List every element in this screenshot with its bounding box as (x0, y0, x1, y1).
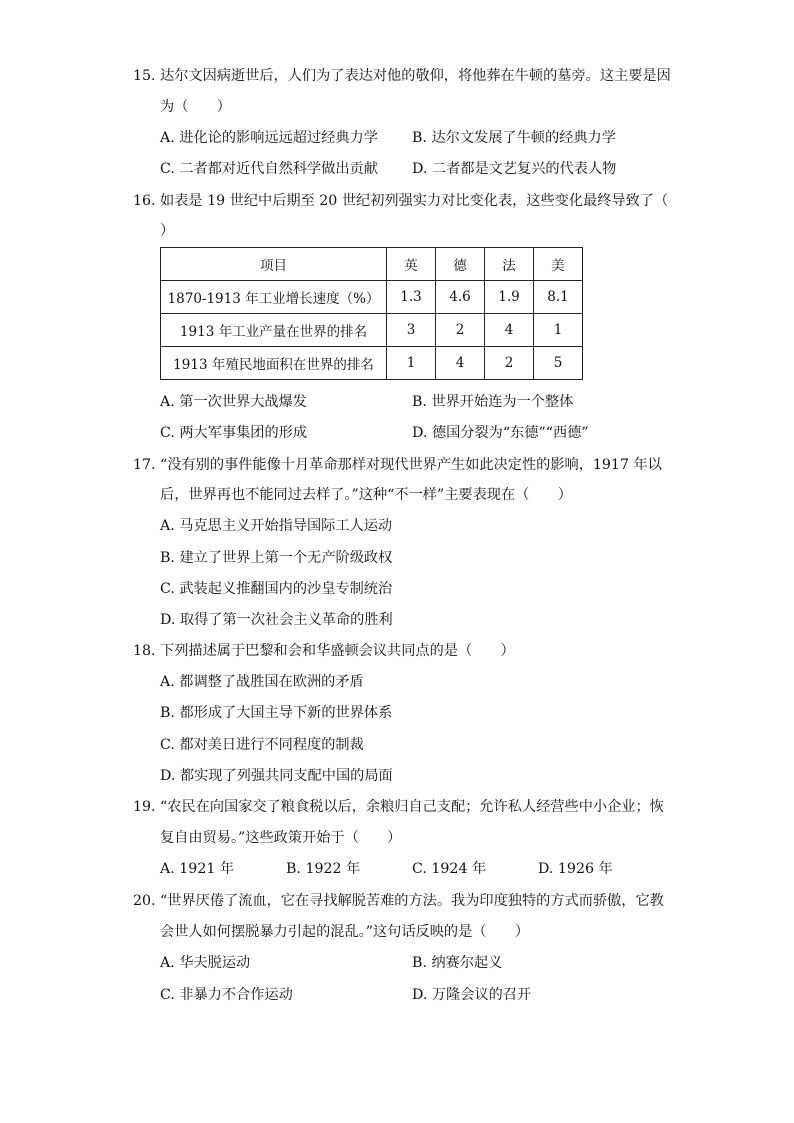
table-header-row (161, 248, 583, 281)
option-a[interactable]: A. 都调整了战胜国在欧洲的矛盾 (160, 674, 364, 690)
table-cell: 1870-1913 年工业增长速度（%） (161, 281, 387, 314)
question-number: 20. (133, 893, 156, 909)
table-cell: 1 (534, 314, 583, 347)
question-stem-line: 如表是 19 世纪中后期至 20 世纪初列强实力对比变化表，这些变化最终导致了（ (160, 193, 669, 209)
table-cell: 8.1 (534, 281, 583, 314)
strength-comparison-table (160, 247, 583, 380)
table-header-cell: 项目 (161, 248, 387, 281)
option-b[interactable]: B. 1922 年 (286, 861, 361, 877)
question-number: 15. (133, 68, 156, 84)
table-cell: 5 (534, 347, 583, 380)
table-cell: 4 (485, 314, 534, 347)
table-row (161, 347, 583, 380)
option-b[interactable]: B. 达尔文发展了牛顿的经典力学 (412, 130, 616, 146)
option-a[interactable]: A. 进化论的影响远远超过经典力学 (160, 130, 378, 146)
question-stem-line: ） (160, 223, 175, 239)
table-header-cell: 法 (485, 248, 534, 281)
option-c[interactable]: C. 都对美日进行不同程度的制裁 (160, 737, 364, 753)
option-d[interactable]: D. 德国分裂为“东德”“西德” (412, 425, 589, 441)
table-cell: 1913 年工业产量在世界的排名 (161, 314, 387, 347)
question-stem-line: 会世人如何摆脱暴力引起的混乱。”这句话反映的是（ ） (160, 924, 530, 940)
question-stem-line: 达尔文因病逝世后，人们为了表达对他的敬仰，将他葬在牛顿的墓旁。这主要是因 (160, 68, 671, 84)
option-c[interactable]: C. 1924 年 (412, 861, 487, 877)
question-number: 19. (133, 799, 156, 815)
question-stem-line: 复自由贸易。”这些政策开始于（ ） (160, 830, 402, 846)
option-d[interactable]: D. 都实现了列强共同支配中国的局面 (160, 768, 393, 784)
table-cell: 4 (436, 347, 485, 380)
table-header-cell: 美 (534, 248, 583, 281)
option-d[interactable]: D. 二者都是文艺复兴的代表人物 (412, 161, 617, 177)
option-b[interactable]: B. 都形成了大国主导下新的世界体系 (160, 705, 393, 721)
table-cell: 3 (387, 314, 436, 347)
question-number: 18. (133, 643, 156, 659)
option-d[interactable]: D. 取得了第一次社会主义革命的胜利 (160, 612, 393, 628)
option-c[interactable]: C. 二者都对近代自然科学做出贡献 (160, 161, 378, 177)
question-stem-line: 后，世界再也不能同过去样了。”这种“不一样”主要表现在（ ） (160, 487, 572, 503)
table-cell: 2 (485, 347, 534, 380)
option-c[interactable]: C. 非暴力不合作运动 (160, 987, 293, 1003)
option-d[interactable]: D. 万隆会议的召开 (412, 987, 532, 1003)
table-cell: 4.6 (436, 281, 485, 314)
option-b[interactable]: B. 纳赛尔起义 (412, 955, 503, 971)
option-b[interactable]: B. 世界开始连为一个整体 (412, 394, 574, 410)
table-header-cell: 英 (387, 248, 436, 281)
table-cell: 2 (436, 314, 485, 347)
question-stem-line: “世界厌倦了流血，它在寻找解脱苦难的方法。我为印度独特的方式而骄傲，它教 (160, 893, 664, 909)
table-cell: 1913 年殖民地面积在世界的排名 (161, 347, 387, 380)
table-cell: 1.3 (387, 281, 436, 314)
question-stem-line: “农民在向国家交了粮食税以后，余粮归自己支配；允许私人经营些中小企业；恢 (160, 799, 664, 815)
option-c[interactable]: C. 两大军事集团的形成 (160, 425, 308, 441)
option-a[interactable]: A. 华夫脱运动 (160, 955, 251, 971)
question-stem-line: “没有别的事件能像十月革命那样对现代世界产生如此决定性的影响，1917 年以 (160, 457, 662, 473)
question-stem-line: 为（ ） (160, 99, 231, 115)
question-number: 17. (133, 457, 156, 473)
table-header-cell: 德 (436, 248, 485, 281)
table-cell: 1 (387, 347, 436, 380)
option-b[interactable]: B. 建立了世界上第一个无产阶级政权 (160, 550, 393, 566)
option-a[interactable]: A. 1921 年 (160, 861, 235, 877)
option-a[interactable]: A. 马克思主义开始指导国际工人运动 (160, 518, 393, 534)
table-row (161, 314, 583, 347)
question-stem-line: 下列描述属于巴黎和会和华盛顿会议共同点的是（ ） (160, 643, 515, 659)
option-c[interactable]: C. 武装起义推翻国内的沙皇专制统治 (160, 581, 393, 597)
table-row (161, 281, 583, 314)
question-number: 16. (133, 193, 156, 209)
table-cell: 1.9 (485, 281, 534, 314)
option-d[interactable]: D. 1926 年 (538, 861, 613, 877)
option-a[interactable]: A. 第一次世界大战爆发 (160, 394, 307, 410)
